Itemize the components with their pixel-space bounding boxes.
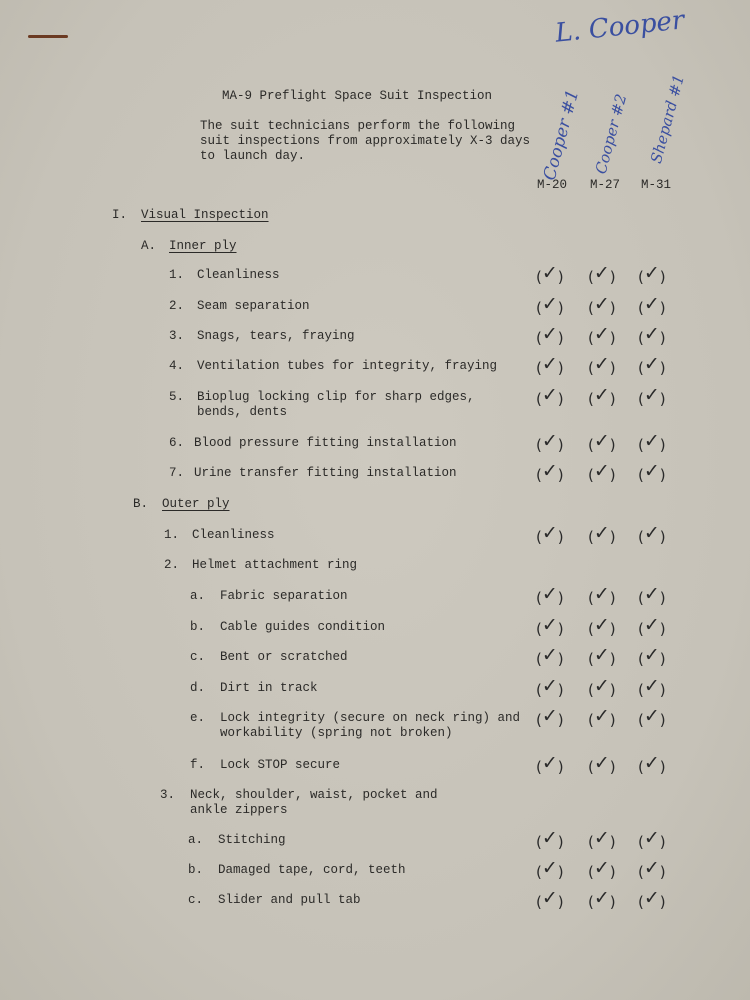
checkmark-cell: (✓) (638, 614, 666, 638)
check-icon: ✓ (593, 430, 610, 452)
item-label: Urine transfer fitting installation (194, 466, 457, 480)
checkmark-cell: (✓) (536, 752, 564, 776)
item-label: Cleanliness (192, 528, 275, 542)
checkmark-cell: (✓) (588, 752, 616, 776)
check-icon: ✓ (593, 323, 610, 345)
item-label: Cleanliness (197, 268, 280, 282)
checkmark-cell: (✓) (588, 430, 616, 454)
check-icon: ✓ (643, 460, 660, 482)
checkmark-cell: (✓) (588, 384, 616, 408)
check-icon: ✓ (541, 705, 558, 727)
checkmark-cell: (✓) (588, 262, 616, 286)
item-number: c. (190, 650, 206, 664)
check-icon: ✓ (643, 262, 660, 284)
check-icon: ✓ (593, 614, 610, 636)
check-icon: ✓ (643, 614, 660, 636)
checkmark-cell: (✓) (638, 675, 666, 699)
check-icon: ✓ (541, 583, 558, 605)
item-label-continued: workability (spring not broken) (220, 726, 453, 740)
check-icon: ✓ (541, 460, 558, 482)
check-icon: ✓ (593, 583, 610, 605)
item-label: Blood pressure fitting installation (194, 436, 457, 450)
item-number: a. (188, 833, 204, 847)
check-icon: ✓ (593, 644, 610, 666)
item-number: 6. (169, 436, 185, 450)
checkmark-cell: (✓) (588, 857, 616, 881)
item-number: d. (190, 681, 206, 695)
check-icon: ✓ (541, 293, 558, 315)
check-icon: ✓ (643, 384, 660, 406)
checkmark-cell: (✓) (536, 887, 564, 911)
section-number: I. (112, 208, 128, 222)
checkmark-cell: (✓) (588, 644, 616, 668)
document-title: MA-9 Preflight Space Suit Inspection (222, 89, 493, 103)
intro-line: The suit technicians perform the following (200, 119, 516, 133)
checkmark-cell: (✓) (638, 644, 666, 668)
item-number: 7. (169, 466, 185, 480)
checkmark-cell: (✓) (638, 522, 666, 546)
checkmark-cell: (✓) (588, 460, 616, 484)
check-icon: ✓ (593, 705, 610, 727)
checkmark-cell: (✓) (638, 353, 666, 377)
check-icon: ✓ (541, 384, 558, 406)
check-icon: ✓ (541, 522, 558, 544)
checkmark-cell: (✓) (536, 353, 564, 377)
check-icon: ✓ (643, 887, 660, 909)
checkmark-cell: (✓) (588, 323, 616, 347)
check-icon: ✓ (643, 675, 660, 697)
handwritten-signature: L. Cooper (553, 5, 686, 49)
check-icon: ✓ (541, 857, 558, 879)
item-label: Helmet attachment ring (192, 558, 358, 572)
item-number: 4. (169, 359, 185, 373)
item-label: Lock STOP secure (220, 758, 341, 772)
check-icon: ✓ (643, 353, 660, 375)
checkmark-cell: (✓) (638, 857, 666, 881)
check-icon: ✓ (541, 752, 558, 774)
item-number: 2. (169, 299, 185, 313)
checkmark-cell: (✓) (536, 583, 564, 607)
check-icon: ✓ (643, 857, 660, 879)
check-icon: ✓ (643, 752, 660, 774)
check-icon: ✓ (541, 430, 558, 452)
checkmark-cell: (✓) (638, 460, 666, 484)
checkmark-cell: (✓) (638, 323, 666, 347)
checkmark-cell: (✓) (536, 460, 564, 484)
checkmark-cell: (✓) (638, 887, 666, 911)
item-number: 5. (169, 390, 185, 404)
checkmark-cell: (✓) (536, 293, 564, 317)
item-number: 2. (164, 558, 180, 572)
checkmark-cell: (✓) (588, 705, 616, 729)
item-label: Fabric separation (220, 589, 348, 603)
subsection-number: A. (141, 239, 157, 253)
checkmark-cell: (✓) (588, 353, 616, 377)
checkmark-cell: (✓) (588, 293, 616, 317)
check-icon: ✓ (593, 857, 610, 879)
checkmark-cell: (✓) (536, 675, 564, 699)
check-icon: ✓ (643, 583, 660, 605)
subsection-title: Outer ply (162, 497, 230, 511)
checkmark-cell: (✓) (536, 644, 564, 668)
item-label: Seam separation (197, 299, 310, 313)
check-icon: ✓ (593, 887, 610, 909)
checkmark-cell: (✓) (536, 827, 564, 851)
check-icon: ✓ (541, 262, 558, 284)
intro-line: to launch day. (200, 149, 306, 163)
check-icon: ✓ (593, 460, 610, 482)
item-label: Snags, tears, fraying (197, 329, 355, 343)
column-suit-id: M-27 (590, 178, 621, 192)
checkmark-cell: (✓) (588, 614, 616, 638)
item-number: b. (190, 620, 206, 634)
check-icon: ✓ (593, 353, 610, 375)
check-icon: ✓ (541, 323, 558, 345)
check-icon: ✓ (593, 827, 610, 849)
column-astronaut-label: Shepard #1 (647, 72, 688, 166)
column-suit-id: M-20 (537, 178, 568, 192)
checkmark-cell: (✓) (638, 583, 666, 607)
checkmark-cell: (✓) (536, 614, 564, 638)
subsection-title: Inner ply (169, 239, 237, 253)
item-label: Damaged tape, cord, teeth (218, 863, 406, 877)
check-icon: ✓ (541, 353, 558, 375)
item-number: e. (190, 711, 206, 725)
check-icon: ✓ (643, 323, 660, 345)
item-label: Stitching (218, 833, 286, 847)
check-icon: ✓ (643, 293, 660, 315)
check-icon: ✓ (541, 887, 558, 909)
intro-line: suit inspections from approximately X-3 days (200, 134, 531, 148)
item-number: 1. (164, 528, 180, 542)
check-icon: ✓ (593, 262, 610, 284)
staple-mark (28, 35, 68, 38)
item-number: 3. (169, 329, 185, 343)
item-number: f. (190, 758, 206, 772)
checkmark-cell: (✓) (536, 323, 564, 347)
column-suit-id: M-31 (641, 178, 672, 192)
checkmark-cell: (✓) (638, 293, 666, 317)
check-icon: ✓ (593, 293, 610, 315)
check-icon: ✓ (643, 705, 660, 727)
checkmark-cell: (✓) (588, 522, 616, 546)
item-label: Lock integrity (secure on neck ring) and (220, 711, 521, 725)
checkmark-cell: (✓) (536, 262, 564, 286)
checkmark-cell: (✓) (638, 705, 666, 729)
check-icon: ✓ (541, 675, 558, 697)
item-label: Slider and pull tab (218, 893, 361, 907)
checkmark-cell: (✓) (638, 384, 666, 408)
checkmark-cell: (✓) (638, 827, 666, 851)
checkmark-cell: (✓) (588, 827, 616, 851)
column-astronaut-label: Cooper #1 (539, 87, 584, 183)
check-icon: ✓ (541, 644, 558, 666)
item-label: Dirt in track (220, 681, 318, 695)
check-icon: ✓ (593, 675, 610, 697)
checkmark-cell: (✓) (588, 887, 616, 911)
checkmark-cell: (✓) (638, 262, 666, 286)
item-number: a. (190, 589, 206, 603)
item-label: Ventilation tubes for integrity, fraying (197, 359, 498, 373)
checkmark-cell: (✓) (536, 430, 564, 454)
item-label-continued: bends, dents (197, 405, 288, 419)
check-icon: ✓ (541, 827, 558, 849)
item-number: b. (188, 863, 204, 877)
item-number: c. (188, 893, 204, 907)
check-icon: ✓ (593, 752, 610, 774)
check-icon: ✓ (593, 384, 610, 406)
check-icon: ✓ (541, 614, 558, 636)
checkmark-cell: (✓) (536, 857, 564, 881)
check-icon: ✓ (643, 522, 660, 544)
checkmark-cell: (✓) (536, 705, 564, 729)
item-number: 1. (169, 268, 185, 282)
section-title: Visual Inspection (141, 208, 269, 222)
checkmark-cell: (✓) (638, 752, 666, 776)
checkmark-cell: (✓) (638, 430, 666, 454)
item-label: Neck, shoulder, waist, pocket and (190, 788, 438, 802)
item-label: Bent or scratched (220, 650, 348, 664)
item-label: Bioplug locking clip for sharp edges, (197, 390, 475, 404)
item-label: Cable guides condition (220, 620, 386, 634)
checkmark-cell: (✓) (536, 384, 564, 408)
item-label-continued: ankle zippers (190, 803, 288, 817)
check-icon: ✓ (593, 522, 610, 544)
item-number: 3. (160, 788, 176, 802)
checkmark-cell: (✓) (588, 675, 616, 699)
column-astronaut-label: Cooper #2 (591, 92, 631, 176)
checkmark-cell: (✓) (536, 522, 564, 546)
check-icon: ✓ (643, 644, 660, 666)
check-icon: ✓ (643, 430, 660, 452)
subsection-number: B. (133, 497, 149, 511)
checkmark-cell: (✓) (588, 583, 616, 607)
check-icon: ✓ (643, 827, 660, 849)
